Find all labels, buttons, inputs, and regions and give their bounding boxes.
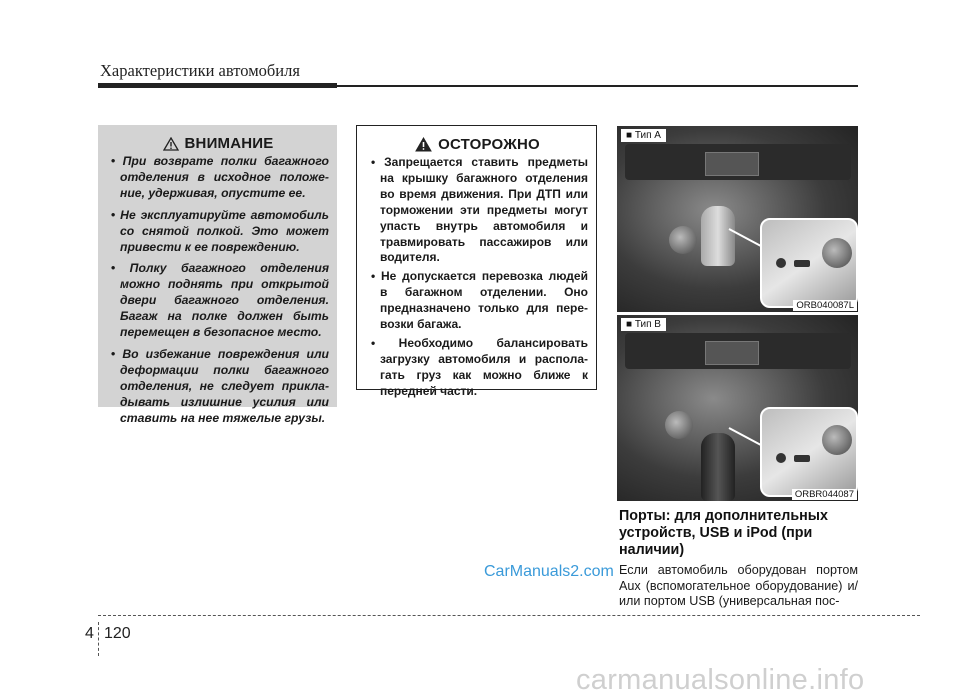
- figure-code: ORBR044087: [792, 489, 857, 500]
- figure-type-b: [617, 315, 858, 501]
- bottom-watermark: carmanualsonline.info: [576, 664, 865, 696]
- caution-header: [367, 136, 588, 153]
- page-number: 120: [104, 625, 131, 642]
- usb-port: [794, 455, 810, 462]
- gear-boot: [701, 433, 735, 501]
- warning-triangle-icon: [163, 137, 179, 151]
- console-knob: [665, 411, 693, 439]
- figure-label: ■ Тип A: [621, 129, 666, 142]
- section-body: Если автомобиль оборудован портом Aux (вспомогательное оборудование) и/или портом USB (универсальная пос-: [619, 563, 858, 608]
- aux-port: [776, 258, 786, 268]
- console-display: [705, 152, 759, 176]
- warning-item: • При возврате полки багажного отделения в исходное положе-ние, удерживая, опустите ее.: [107, 154, 329, 202]
- watermark-link[interactable]: CarManuals2.com: [484, 563, 614, 580]
- warning-header: [107, 135, 329, 152]
- caution-triangle-icon: [415, 137, 432, 152]
- warning-item: • Полку багажного отделения можно поднять при открытой двери багажного отделения. Багаж на полке должен быть перемещен в безопасное место.: [107, 261, 329, 341]
- console-knob: [669, 226, 697, 254]
- figure-code: ORB040087L: [793, 300, 857, 311]
- gear-shifter: [701, 206, 735, 266]
- console-display: [705, 341, 759, 365]
- footer-rule: [98, 615, 920, 616]
- section-heading: Порты: для дополнительных устройств, USB и iPod (при наличии): [619, 508, 828, 558]
- warning-item: • Во избежание повреждения или деформации полки багажного отделения, не следует прикла-дывать излишние усилия или ставить на нее тяжелые грузы.: [107, 347, 329, 427]
- aux-port: [776, 453, 786, 463]
- page-section-number: 4: [85, 625, 94, 642]
- figure-type-a: [617, 126, 858, 312]
- header-rule: [98, 83, 337, 88]
- page-header-title: Характеристики автомобиля: [100, 61, 300, 80]
- warning-box: [98, 125, 337, 425]
- power-outlet: [822, 425, 852, 455]
- port-inset-image: [760, 407, 858, 497]
- header-rule-thin: [337, 85, 858, 87]
- caution-title: ОСТОРОЖНО: [438, 136, 540, 153]
- warning-item: • Не эксплуатируйте автомобиль со снятой полкой. Это может привести к ее повреждению.: [107, 208, 329, 256]
- warning-list: [107, 154, 329, 427]
- caution-list: [367, 155, 588, 400]
- port-inset-image: [760, 218, 858, 308]
- figure-label: ■ Тип B: [621, 318, 666, 331]
- caution-box: [356, 125, 597, 398]
- power-outlet: [822, 238, 852, 268]
- usb-port: [794, 260, 810, 267]
- caution-item: • Запрещается ставить предметы на крышку багажного отделения во время движения. При ДТП или торможении эти предметы могут упасть внутрь автомобиля и травмировать пассажиров или водителя.: [367, 155, 588, 266]
- page-divider: [98, 622, 99, 656]
- caution-item: • Необходимо балансировать загрузку автомобиля и распола-гать груз как можно ближе к передней части.: [367, 336, 588, 400]
- warning-title: ВНИМАНИЕ: [184, 135, 274, 152]
- caution-item: • Не допускается перевозка людей в багажном отделении. Оно предназначено только для пере-возки багажа.: [367, 269, 588, 333]
